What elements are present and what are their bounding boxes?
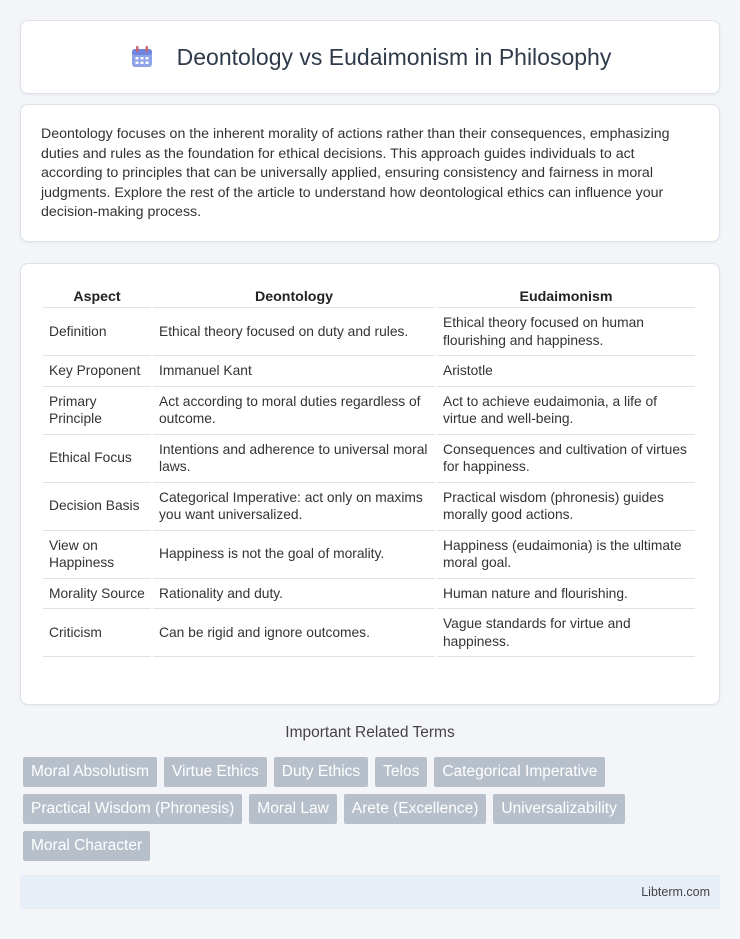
related-term-tag[interactable]: Virtue Ethics (164, 757, 267, 787)
cell-eudaimonism: Happiness (eudaimonia) is the ultimate moral goal. (437, 531, 695, 579)
cell-eudaimonism: Practical wisdom (phronesis) guides morally good actions. (437, 483, 695, 531)
related-term-tag[interactable]: Moral Law (249, 794, 337, 824)
table-row (43, 435, 695, 483)
column-header-aspect: Aspect (43, 286, 151, 308)
page-title: Deontology vs Eudaimonism in Philosophy (176, 43, 612, 70)
cell-aspect: Primary Principle (43, 387, 151, 435)
related-term-tag[interactable]: Arete (Excellence) (344, 794, 487, 824)
cell-deontology: Intentions and adherence to universal moral laws. (153, 435, 435, 483)
related-terms-title: Important Related Terms (285, 724, 455, 741)
cell-eudaimonism: Consequences and cultivation of virtues for happiness. (437, 435, 695, 483)
footer (20, 875, 720, 909)
related-term-tag[interactable]: Categorical Imperative (434, 757, 605, 787)
cell-eudaimonism: Act to achieve eudaimonia, a life of virtue and well-being. (437, 387, 695, 435)
table-row (43, 531, 695, 579)
table-row (43, 483, 695, 531)
cell-aspect: Morality Source (43, 579, 151, 610)
cell-eudaimonism: Aristotle (437, 356, 695, 387)
cell-aspect: Ethical Focus (43, 435, 151, 483)
cell-aspect: Decision Basis (43, 483, 151, 531)
table-row (43, 609, 695, 657)
comparison-table-card (20, 263, 720, 705)
calendar-icon (129, 44, 155, 70)
related-term-tag[interactable]: Duty Ethics (274, 757, 368, 787)
intro-card (20, 104, 720, 242)
cell-deontology: Ethical theory focused on duty and rules. (153, 308, 435, 356)
table-row (43, 387, 695, 435)
header-card (20, 20, 720, 94)
related-term-tag[interactable]: Telos (375, 757, 427, 787)
cell-deontology: Categorical Imperative: act only on maxims you want universalized. (153, 483, 435, 531)
intro-paragraph: Deontology focuses on the inherent morality of actions rather than their consequences, emphasizing duties and rules as the foundation for ethical decisions. This approach guides individuals to act according to principles that can be universally applied, ensuring consistency and fairness in moral judgments. Explore the rest of the article to understand how deontological ethics can influence your decision-making process. (41, 126, 670, 221)
cell-deontology: Immanuel Kant (153, 356, 435, 387)
related-term-tag[interactable]: Practical Wisdom (Phronesis) (23, 794, 242, 824)
cell-aspect: View on Happiness (43, 531, 151, 579)
cell-deontology: Act according to moral duties regardless of outcome. (153, 387, 435, 435)
related-term-tag[interactable]: Moral Character (23, 831, 150, 861)
table-row (43, 308, 695, 356)
column-header-eudaimonism: Eudaimonism (437, 286, 695, 308)
cell-deontology: Rationality and duty. (153, 579, 435, 610)
cell-eudaimonism: Vague standards for virtue and happiness. (437, 609, 695, 657)
related-terms-list (23, 757, 723, 868)
column-header-deontology: Deontology (153, 286, 435, 308)
cell-aspect: Definition (43, 308, 151, 356)
table-row (43, 579, 695, 610)
cell-aspect: Criticism (43, 609, 151, 657)
cell-deontology: Can be rigid and ignore outcomes. (153, 609, 435, 657)
cell-aspect: Key Proponent (43, 356, 151, 387)
table-row (43, 356, 695, 387)
cell-eudaimonism: Human nature and flourishing. (437, 579, 695, 610)
footer-site-link[interactable]: Libterm.com (641, 885, 710, 899)
related-term-tag[interactable]: Moral Absolutism (23, 757, 157, 787)
cell-eudaimonism: Ethical theory focused on human flourishing and happiness. (437, 308, 695, 356)
table-header-row (43, 286, 695, 308)
cell-deontology: Happiness is not the goal of morality. (153, 531, 435, 579)
related-term-tag[interactable]: Universalizability (493, 794, 624, 824)
comparison-table (41, 286, 697, 657)
